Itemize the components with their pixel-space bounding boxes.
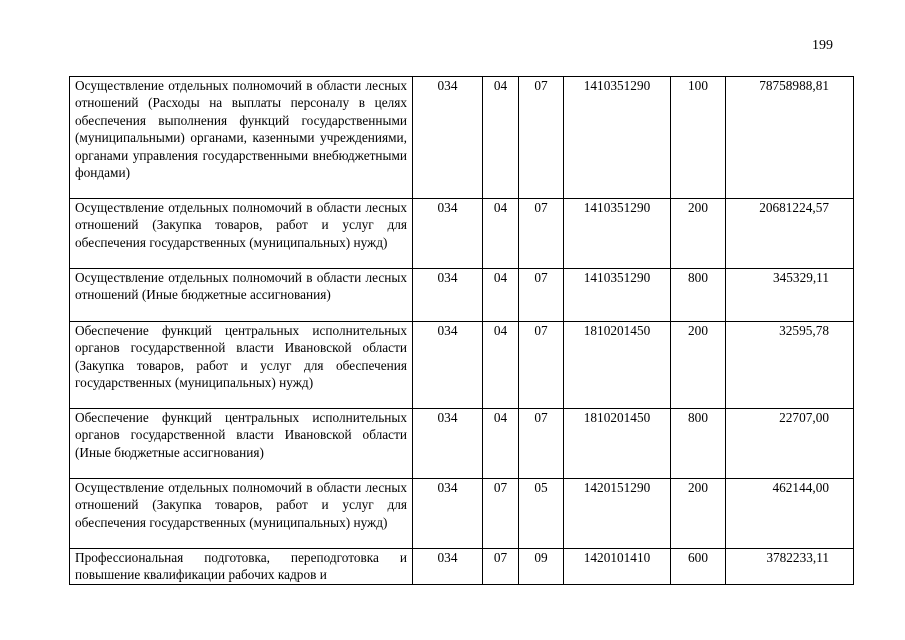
row-name: Осуществление отдельных полномочий в области лесных отношений (Закупка товаров, работ и услуг для обеспечения государственных (муниципальных) нужд): [70, 479, 413, 549]
table-row: [70, 409, 854, 479]
row-ved: 034: [413, 479, 483, 549]
row-rz: 07: [483, 549, 519, 585]
row-sum: 78758988,81: [726, 77, 854, 199]
row-pr: 07: [519, 322, 564, 409]
table-row: [70, 322, 854, 409]
row-ved: 034: [413, 77, 483, 199]
row-rz: 07: [483, 479, 519, 549]
row-pr: 07: [519, 409, 564, 479]
row-rz: 04: [483, 77, 519, 199]
row-csr: 1410351290: [564, 199, 671, 269]
row-rz: 04: [483, 269, 519, 322]
row-pr: 07: [519, 199, 564, 269]
row-csr: 1410351290: [564, 269, 671, 322]
row-sum: 3782233,11: [726, 549, 854, 585]
row-csr: 1810201450: [564, 409, 671, 479]
row-ved: 034: [413, 409, 483, 479]
row-name: Обеспечение функций центральных исполнительных органов государственной власти Ивановской области (Иные бюджетные ассигнования): [70, 409, 413, 479]
row-vr: 800: [671, 409, 726, 479]
row-sum: 20681224,57: [726, 199, 854, 269]
row-pr: 09: [519, 549, 564, 585]
row-vr: 200: [671, 479, 726, 549]
row-csr: 1420151290: [564, 479, 671, 549]
budget-table: [69, 76, 854, 585]
row-vr: 100: [671, 77, 726, 199]
row-pr: 05: [519, 479, 564, 549]
table-row: [70, 549, 854, 585]
row-vr: 600: [671, 549, 726, 585]
row-csr: 1810201450: [564, 322, 671, 409]
row-vr: 200: [671, 322, 726, 409]
table-row: [70, 479, 854, 549]
row-ved: 034: [413, 199, 483, 269]
row-csr: 1420101410: [564, 549, 671, 585]
row-sum: 462144,00: [726, 479, 854, 549]
row-csr: 1410351290: [564, 77, 671, 199]
table-row: [70, 199, 854, 269]
row-sum: 32595,78: [726, 322, 854, 409]
row-sum: 22707,00: [726, 409, 854, 479]
row-name: Осуществление отдельных полномочий в области лесных отношений (Расходы на выплаты персоналу в целях обеспечения выполнения функций государственными (муниципальными) органами, казенными учреждениями, органами управления государственными внебюджетными фондами): [70, 77, 413, 199]
row-name: Осуществление отдельных полномочий в области лесных отношений (Иные бюджетные ассигнования): [70, 269, 413, 322]
row-pr: 07: [519, 269, 564, 322]
row-rz: 04: [483, 322, 519, 409]
page-number: 199: [812, 38, 833, 53]
row-name: Обеспечение функций центральных исполнительных органов государственной власти Ивановской области (Закупка товаров, работ и услуг для обеспечения государственных (муниципальных) нужд): [70, 322, 413, 409]
row-pr: 07: [519, 77, 564, 199]
row-name: Профессиональная подготовка, переподготовка и повышение квалификации рабочих кадров и: [70, 549, 413, 585]
row-ved: 034: [413, 549, 483, 585]
row-vr: 200: [671, 199, 726, 269]
row-vr: 800: [671, 269, 726, 322]
table-row: [70, 77, 854, 199]
row-ved: 034: [413, 269, 483, 322]
row-sum: 345329,11: [726, 269, 854, 322]
row-name: Осуществление отдельных полномочий в области лесных отношений (Закупка товаров, работ и услуг для обеспечения государственных (муниципальных) нужд): [70, 199, 413, 269]
row-ved: 034: [413, 322, 483, 409]
row-rz: 04: [483, 199, 519, 269]
row-rz: 04: [483, 409, 519, 479]
table-row: [70, 269, 854, 322]
